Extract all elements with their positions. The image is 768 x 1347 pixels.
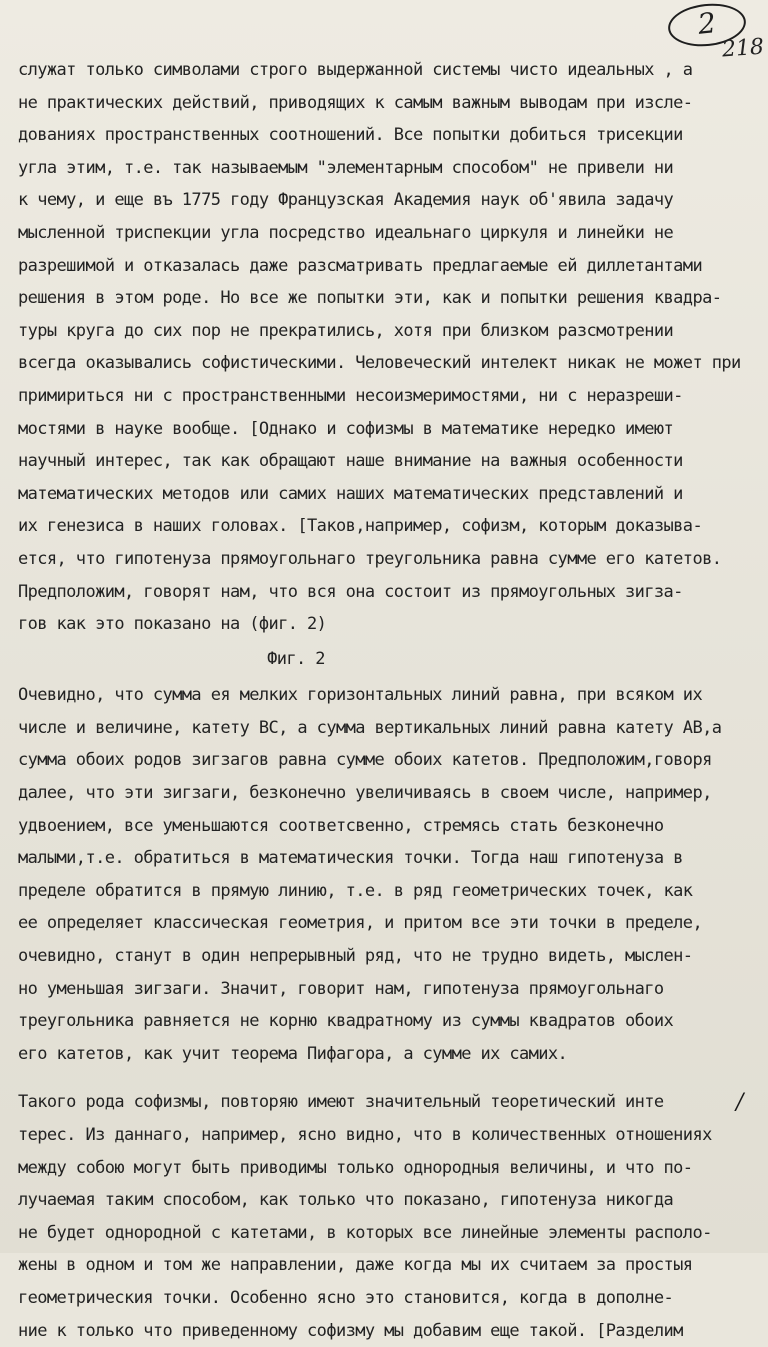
text-line: ется, что гипотенуза прямоугольнаго треугольника равна сумме его катетов. [18,548,722,569]
text-line: лучаемая таким способом, как только что показано, гипотенуза никогда [18,1190,674,1211]
text-line: ее определяет классическая геометрия, и притом все эти точки в пределе, [18,913,703,934]
text-line: всегда оказывались софистическими. Человеческий интелект никак не может при [18,353,741,374]
text-line: примириться ни с пространственными несоизмеримостями, ни с неразреши- [18,385,683,406]
text-line: Очевидно, что сумма ея мелких горизонтальных линий равна, при всяком их [18,685,703,706]
text-line: угла этим, т.е. так называемым "элементарным способом" не привели ни [18,157,674,178]
text-line: туры круга до сих пор не прекратились, хотя при близком разсмотрении [18,320,674,341]
text-line: его катетов, как учит теорема Пифагора, а сумме их самих. [18,1043,568,1064]
text-line: служат только символами строго выдержанной системы чисто идеальных , а [18,60,693,80]
margin-handwritten-mark: / [736,1090,744,1115]
text-line: мостями в науке вообще. [Однако и софизмы в математике нередко имеют [18,418,674,439]
text-line: дованиях пространственных соотношений. Все попытки добиться трисекции [18,125,683,146]
text-line: терес. Из даннаго, например, ясно видно, что в количественных отношениях [18,1125,712,1145]
paragraph-gap [18,1070,734,1086]
text-line: математических методов или самих наших математических представлений и [18,483,683,504]
text-line: жены в одном и том же направлении, даже когда мы их считаем за простыя [18,1255,693,1276]
text-line: ние к только что приведенному софизму мы добавим еще такой. [Разделим [18,1320,683,1341]
text-line: сумма обоих родов зигзагов равна сумме обоих катетов. Предположим,говоря [18,750,712,771]
archive-number: 218 [721,34,765,63]
text-line: их генезиса в наших головах. [Таков,например, софизм, которым доказыва- [18,516,703,537]
text-line: числе и величине, катету ВС, а сумма вертикальных линий равна катету АВ,а [18,717,722,738]
text-line: решения в этом роде. Но все же попытки эти, как и попытки решения квадра- [18,288,722,309]
page-number: 2 [666,0,748,50]
text-line: удвоением, все уменьшаются соответсвенно, стремясь стать безконечно [18,815,664,836]
text-line: но уменьшая зигзаги. Значит, говорит нам, гипотенуза прямоугольнаго [18,978,664,999]
text-line: Предположим, говорят нам, что вся она состоит из прямоугольных зигза- [18,581,683,602]
text-line: мысленной триспекции угла посредство идеальнаго циркуля и линейки не [18,222,674,243]
figure-caption: Фиг. 2 [267,648,325,669]
text-line: геометрическия точки. Особенно ясно это становится, когда в дополне- [18,1287,674,1308]
text-line: между собою могут быть приводимы только однородныя величины, и что по- [18,1157,693,1178]
text-line: малыми,т.е. обратиться в математическия точки. Тогда наш гипотенуза в [18,848,683,869]
text-line: пределе обратится в прямую линию, т.е. в ряд геометрических точек, как [18,880,693,901]
text-line: треугольника равняется не корню квадратному из суммы квадратов обоих [18,1011,674,1032]
text-line: далее, что эти зигзаги, безконечно увеличиваясь в своем числе, например, [18,783,712,804]
typewritten-body [18,54,741,1347]
text-line: разрешимой и отказалась даже разсматривать предлагаемые ей диллетантами [18,255,703,276]
text-line: научный интерес, так как обращают наше внимание на важныя особенности [18,451,683,472]
text-line: очевидно, станут в один непрерывный ряд, что не трудно видеть, мыслен- [18,946,693,967]
text-line: к чему, и еще въ 1775 году Французская Академия наук об'явила задачу [18,190,674,211]
text-line: не практических действий, приводящих к самым важным выводам при изсле- [18,92,693,113]
text-line: не будет однородной с катетами, в которых все линейные элементы располо- [18,1222,712,1243]
text-line: гов как это показано на (фиг. 2) [18,614,327,635]
text-line: Такого рода софизмы, повторяю имеют значительный теоретический инте [18,1092,664,1113]
